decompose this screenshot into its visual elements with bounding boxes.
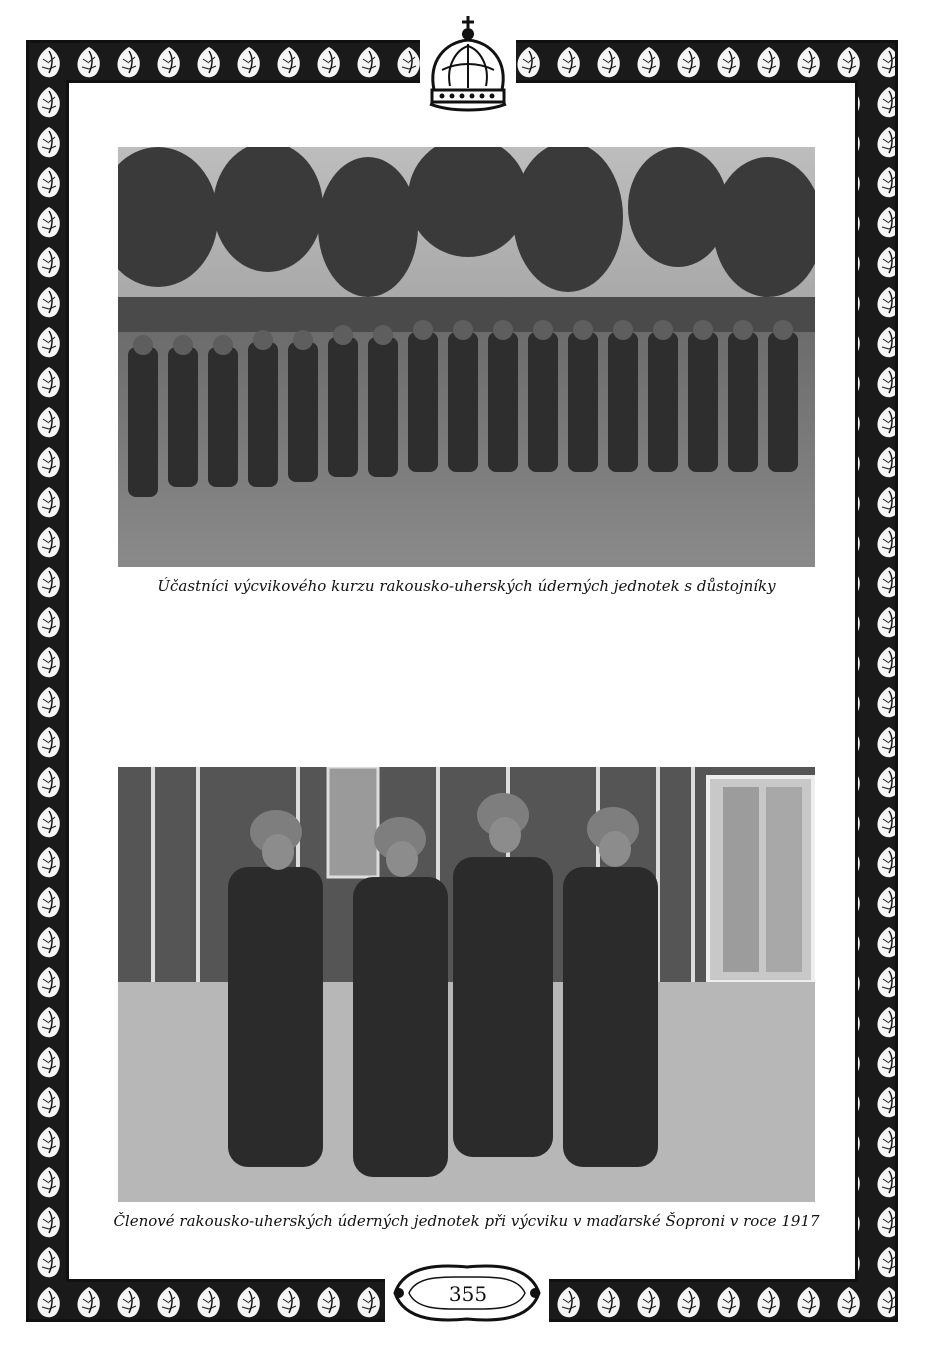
photo-assault-troops-sopron [118,767,815,1202]
crown-ornament [420,10,516,118]
photo-caption-2: Členové rakousko-uherských úderných jednotek při výcviku v maďarské Šoproni v roce 1917 [113,1212,820,1230]
page-number: 355 [448,1282,488,1306]
photo-training-course-group [118,147,815,567]
photo-caption-1: Účastníci výcvikového kurzu rakousko-uherských úderných jednotek s důstojníky [157,577,776,595]
